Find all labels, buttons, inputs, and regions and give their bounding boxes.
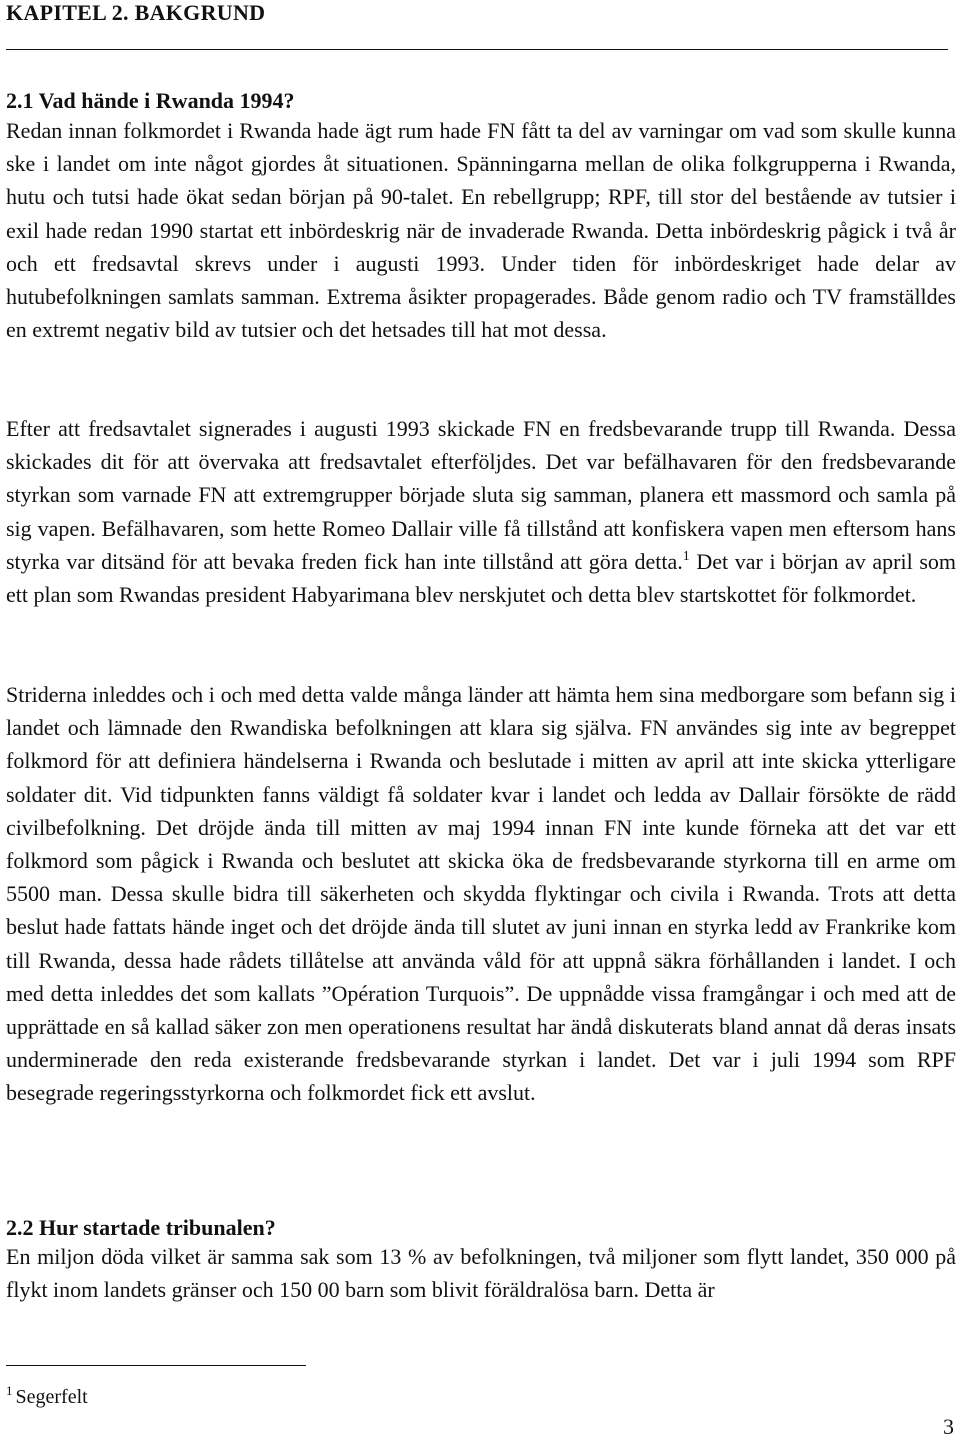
chapter-title: KAPITEL 2. BAKGRUND <box>6 0 266 25</box>
paragraph-2-continuation: Det var i början av april som ett plan som Rwandas president Habyarimana blev nerskjutet och detta blev startskottet för folkmordet. <box>6 548 957 608</box>
footnote <box>6 1384 88 1410</box>
paragraph-3: Striderna inleddes och i och med detta valde många länder att hämta hem sina medborgare som befann sig i landet och lämnade den Rwandiska befolkningen att klara sig själva. FN användes sig inte av begreppet folkmord för att definiera händelserna i Rwanda och beslutade i mitten av april att inte skicka ytterligare soldater dit. Vid tidpunkten fanns väldigt få soldater kvar i landet och ledda av Dallair försökte de rädd civilbefolkning. Det dröjde ända till mitten av maj 1994 innan FN inte kunde förneka att det var ett folkmord som pågick i Rwanda och beslutet att skicka öka de fredsbevarande styrkorna till en arme om 5500 man. Dessa skulle bidra till säkerheten och skydda flyktingar och civila i Rwanda. Trots att detta beslut hade fattats hände inget och det dröjde ända till slutet av juni innan en styrka ledd av Frankrike kom till Rwanda, dessa hade rådets tillåtelse att använda våld för att uppnå säkra förhållanden i landet. I och med detta inleddes det som kallats ”Opération Turquois”. De uppnådde vissa framgångar i och med att de upprättade en så kallad säker zon men operationens resultat har ändå diskuterats bland annat då deras insats underminerade den reda existerande fredsbevarande styrkan i landet. Det var i juli 1994 som RPF besegrade regeringsstyrkorna och folkmordet fick ett avslut. <box>6 682 956 1106</box>
chapter-divider <box>6 49 948 50</box>
page-number: 3 <box>943 1414 954 1439</box>
footnote-divider <box>6 1365 306 1366</box>
paragraph-1: Redan innan folkmordet i Rwanda hade ägt rum hade FN fått ta del av varningar om vad som skulle kunna ske i landet om inte något gjordes åt situationen. Spänningarna mellan de olika folkgrupperna i Rwanda, hutu och tutsi hade ökat sedan början på 90-talet. En rebellgrupp; RPF, till stor del bestående av tutsier i exil hade redan 1990 startat ett inbördeskrig när de invaderade Rwanda. Detta inbördeskrig pågick i två år och ett fredsavtal skrevs under i augusti 1993. Under tiden för inbördeskriget hade delar av hutubefolkningen samlats samman. Extrema åsikter propagerades. Både genom radio och TV framställdes en extremt negativ bild av tutsier och det hetsades till hat mot dessa. <box>6 118 956 343</box>
footnote-text: Segerfelt <box>15 1386 88 1408</box>
paragraph-4: En miljon döda vilket är samma sak som 13 % av befolkningen, två miljoner som flytt landet, 350 000 på flykt inom landets gränser och 150 00 barn som blivit föräldralösa barn. Detta är <box>6 1244 956 1303</box>
section-heading-2-1: 2.1 Vad hände i Rwanda 1994? <box>6 88 295 113</box>
paragraph-2-text: Efter att fredsavtalet signerades i augusti 1993 skickade FN en fredsbevarande trupp till Rwanda. Dessa skickades dit för att övervaka att fredsavtalet efterföljdes. Det var befälhavaren för den fredsbevarande styrkan som varnade FN att extremgrupper började sluta sig samman, planera ett massmord och samla på sig vapen. Befälhavaren, som hette Romeo Dallair ville få tillstånd att konfiskera vapen men eftersom hans styrka var ditsänd för att bevaka freden fick han inte tillstånd att göra detta. <box>6 416 956 574</box>
section-heading-2-2: 2.2 Hur startade tribunalen? <box>6 1215 276 1240</box>
footnote-reference: 1 <box>682 548 690 564</box>
paragraph-2 <box>6 412 956 611</box>
footnote-number: 1 <box>6 1383 13 1398</box>
